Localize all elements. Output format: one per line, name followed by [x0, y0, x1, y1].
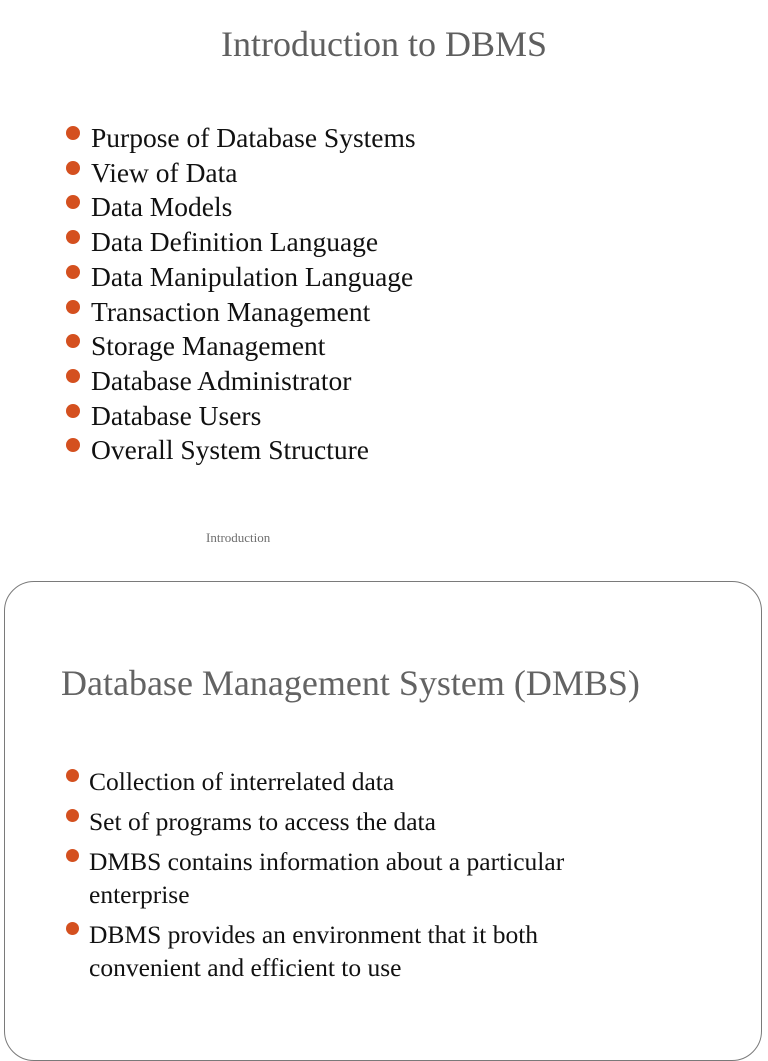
list-item: Storage Management	[66, 329, 416, 364]
bullet-dot-icon	[66, 369, 80, 383]
list-item: Data Models	[66, 190, 416, 225]
list-item: Data Definition Language	[66, 225, 416, 260]
list-item: Collection of interrelated data	[66, 765, 626, 798]
list-item: Database Administrator	[66, 364, 416, 399]
list-item: Transaction Management	[66, 295, 416, 330]
bullet-dot-icon	[66, 438, 80, 452]
list-item: DMBS contains information about a particular enterprise	[66, 845, 626, 911]
slide-2-bullet-list	[66, 765, 626, 991]
bullet-dot-icon	[66, 126, 80, 140]
bullet-dot-icon	[66, 849, 79, 862]
list-item: View of Data	[66, 156, 416, 191]
bullet-dot-icon	[66, 230, 80, 244]
list-item: Database Users	[66, 399, 416, 434]
bullet-dot-icon	[66, 195, 80, 209]
slide-2-title: Database Management System (DMBS)	[61, 663, 640, 703]
list-item: DBMS provides an environment that it both convenient and efficient to use	[66, 918, 626, 984]
bullet-dot-icon	[66, 265, 80, 279]
bullet-dot-icon	[66, 300, 80, 314]
list-item: Purpose of Database Systems	[66, 121, 416, 156]
list-item: Set of programs to access the data	[66, 805, 626, 838]
bullet-dot-icon	[66, 769, 79, 782]
slide-footer-label: Introduction	[206, 530, 271, 545]
bullet-dot-icon	[66, 809, 79, 822]
list-item: Data Manipulation Language	[66, 260, 416, 295]
bullet-dot-icon	[66, 922, 79, 935]
slide-1-bullet-list	[66, 121, 416, 468]
bullet-dot-icon	[66, 404, 80, 418]
list-item: Overall System Structure	[66, 433, 416, 468]
bullet-dot-icon	[66, 334, 80, 348]
bullet-dot-icon	[66, 161, 80, 175]
slide-1-title: Introduction to DBMS	[220, 24, 547, 64]
